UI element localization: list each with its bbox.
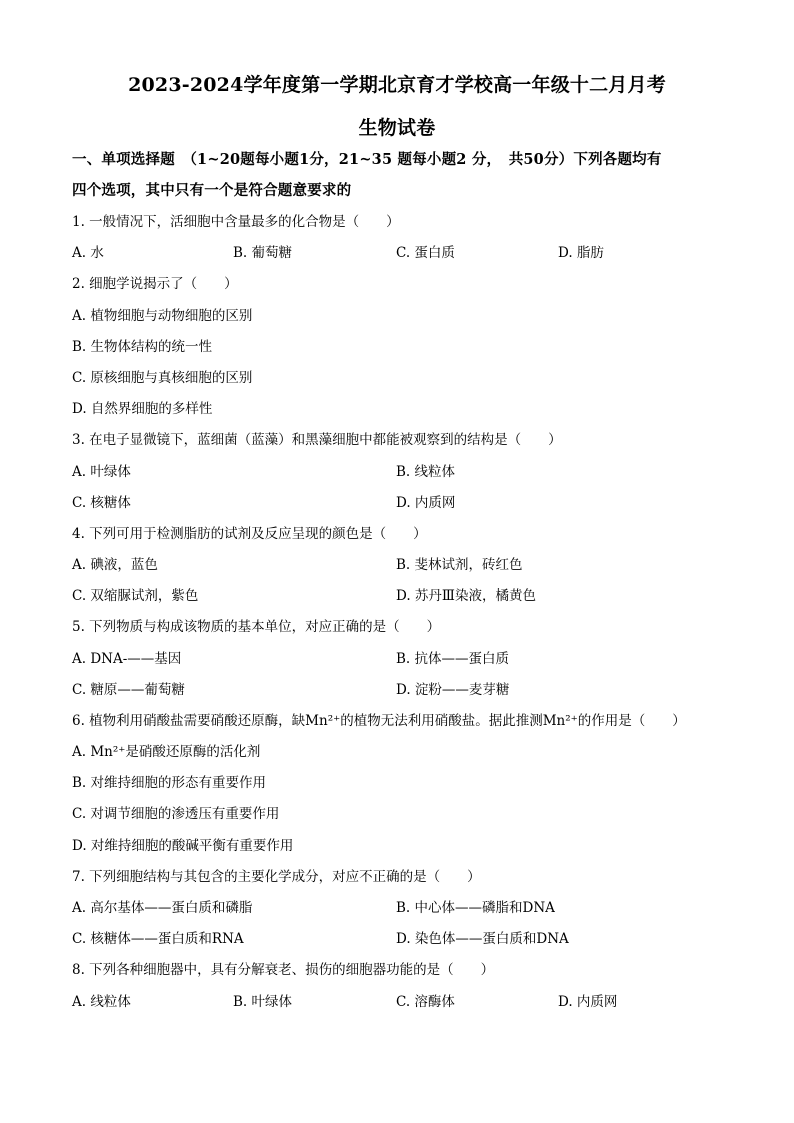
question-2-option-c: C. 原核细胞与真核细胞的区别 (72, 370, 253, 386)
question-3-option-c: C. 核糖体 (72, 495, 131, 511)
question-7-option-b: B. 中心体——磷脂和DNA (396, 900, 555, 916)
question-3-option-b: B. 线粒体 (396, 464, 456, 480)
question-4-stem: 4. 下列可用于检测脂肪的试剂及反应呈现的颜色是（ ） (72, 526, 427, 542)
question-7-option-a: A. 高尔基体——蛋白质和磷脂 (72, 900, 253, 916)
question-6-option-b: B. 对维持细胞的形态有重要作用 (72, 775, 267, 791)
question-7-option-d: D. 染色体——蛋白质和DNA (396, 931, 569, 947)
question-5-option-b: B. 抗体——蛋白质 (396, 651, 510, 667)
question-6-option-d: D. 对维持细胞的酸碱平衡有重要作用 (72, 838, 294, 854)
question-1-option-a: A. 水 (72, 245, 104, 261)
question-3-option-d: D. 内质网 (396, 495, 456, 511)
question-1-option-d: D. 脂肪 (558, 245, 604, 261)
question-3-option-a: A. 叶绿体 (72, 464, 131, 480)
question-6-stem: 6. 植物利用硝酸盐需要硝酸还原酶，缺Mn²⁺的植物无法利用硝酸盐。据此推测Mn²⁺的作用是（ ） (72, 713, 686, 729)
question-8-option-d: D. 内质网 (558, 994, 618, 1010)
question-5-option-c: C. 糖原——葡萄糖 (72, 682, 185, 698)
question-4-option-b: B. 斐林试剂，砖红色 (396, 557, 523, 573)
question-2-option-a: A. 植物细胞与动物细胞的区别 (72, 308, 253, 324)
question-6-option-c: C. 对调节细胞的渗透压有重要作用 (72, 806, 280, 822)
question-8-option-c: C. 溶酶体 (396, 994, 455, 1010)
question-8-option-a: A. 线粒体 (72, 994, 131, 1010)
question-7-stem: 7. 下列细胞结构与其包含的主要化学成分，对应不正确的是（ ） (72, 869, 481, 885)
question-4-option-c: C. 双缩脲试剂，紫色 (72, 588, 199, 604)
section-heading-line-2: 四个选项，其中只有一个是符合题意要求的 (72, 182, 352, 199)
question-4-option-d: D. 苏丹Ⅲ染液，橘黄色 (396, 588, 536, 604)
section-heading (72, 144, 732, 206)
question-6-option-a: A. Mn²⁺是硝酸还原酶的活化剂 (72, 744, 261, 760)
question-1-option-b: B. 葡萄糖 (233, 245, 293, 261)
question-4-option-a: A. 碘液，蓝色 (72, 557, 158, 573)
question-5-option-a: A. DNA-——基因 (72, 651, 182, 667)
question-8-stem: 8. 下列各种细胞器中，具有分解衰老、损伤的细胞器功能的是（ ） (72, 962, 495, 978)
question-1-stem: 1. 一般情况下，活细胞中含量最多的化合物是（ ） (72, 214, 400, 230)
question-8-option-b: B. 叶绿体 (233, 994, 293, 1010)
question-2-option-d: D. 自然界细胞的多样性 (72, 401, 213, 417)
question-5-stem: 5. 下列物质与构成该物质的基本单位，对应正确的是（ ） (72, 619, 441, 635)
question-2-stem: 2. 细胞学说揭示了（ ） (72, 276, 238, 292)
section-heading-line-1: 一、单项选择题 （1~20题每小题1分，21~35 题每小题2 分， 共50分）下列各题均有 (72, 151, 662, 168)
question-3-stem: 3. 在电子显微镜下，蓝细菌（蓝藻）和黑藻细胞中都能被观察到的结构是（ ） (72, 432, 562, 448)
question-1-option-c: C. 蛋白质 (396, 245, 455, 261)
exam-title: 2023-2024学年度第一学期北京育才学校高一年级十二月月考 (128, 74, 666, 96)
question-2-option-b: B. 生物体结构的统一性 (72, 339, 213, 355)
exam-subtitle: 生物试卷 (358, 117, 436, 139)
question-7-option-c: C. 核糖体——蛋白质和RNA (72, 931, 244, 947)
question-5-option-d: D. 淀粉——麦芽糖 (396, 682, 510, 698)
